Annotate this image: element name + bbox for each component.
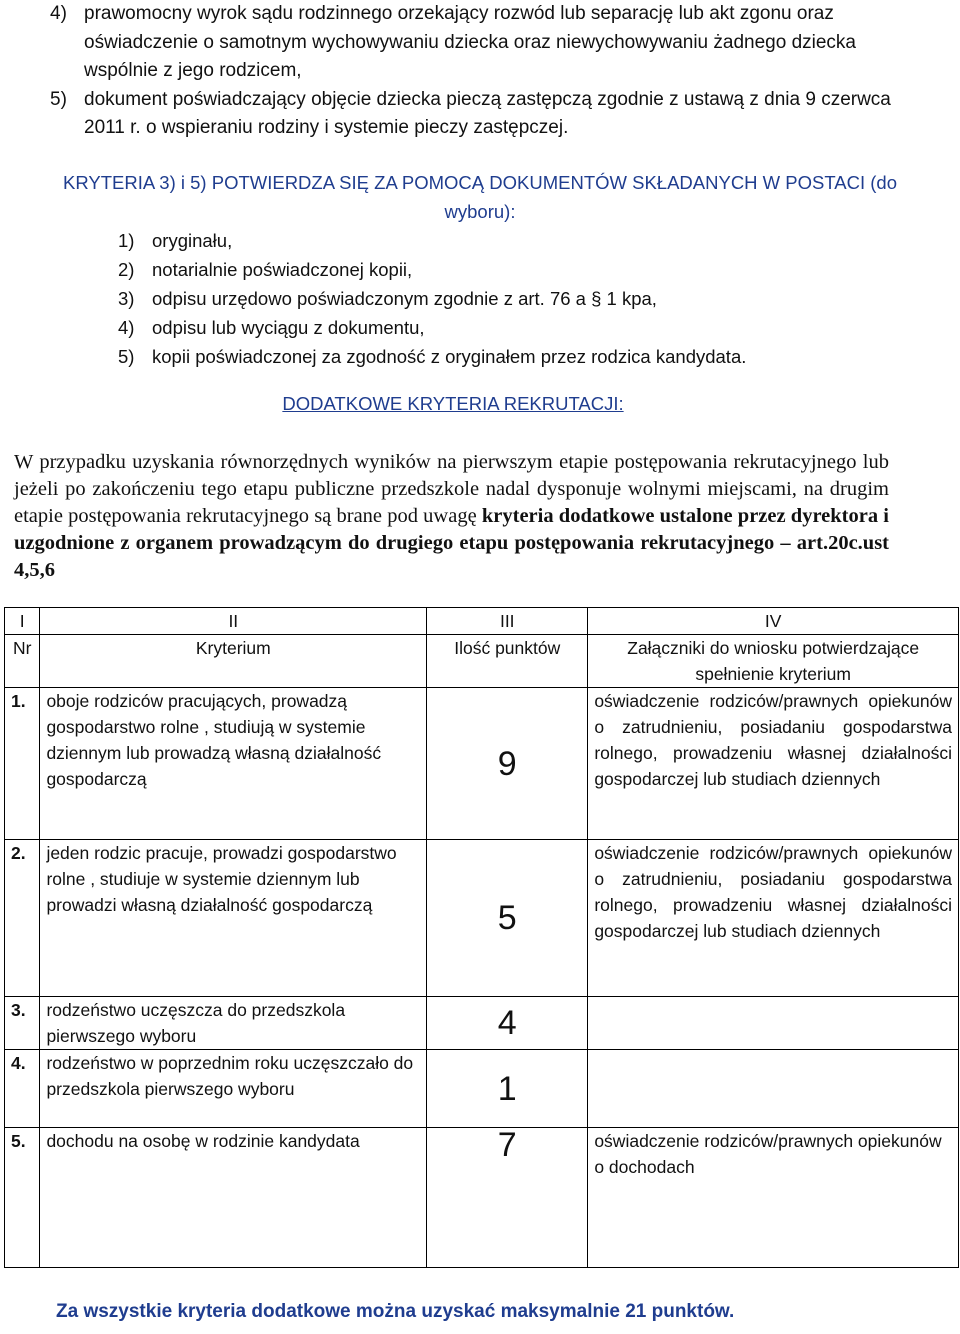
row-number: 1.	[5, 688, 40, 840]
column-header: Nr	[5, 635, 40, 688]
paragraph-bold-text: kryteria dodatkowe ustalone przez dyrektora i uzgodnione z organem prowadzącym do drugiego etapu postępowania rekrutacyjnego – art.20c.ust 4,5,6	[14, 505, 889, 581]
column-number: IV	[588, 608, 959, 635]
kryteria-heading: KRYTERIA 3) i 5) POTWIERDZA SIĘ ZA POMOCĄ DOKUMENTÓW SKŁADANYCH W POSTACI (do wyboru):	[63, 172, 897, 222]
column-number: I	[5, 608, 40, 635]
list-item-text: odpisu urzędowo poświadczonym zgodnie z art. 76 a § 1 kpa,	[152, 288, 657, 309]
list-item	[50, 0, 910, 86]
criteria-table	[4, 607, 959, 1268]
criterion-text: dochodu na osobę w rodzinie kandydata	[40, 1128, 427, 1268]
points-value: 9	[427, 688, 588, 840]
attachments-text: oświadczenie rodziców/prawnych opiekunów o dochodach	[588, 1128, 959, 1268]
column-number: II	[40, 608, 427, 635]
attachments-text	[588, 997, 959, 1050]
points-value: 7	[427, 1128, 588, 1268]
table-row	[5, 997, 959, 1050]
attachments-text: oświadczenie rodziców/prawnych opiekunów o zatrudnieniu, posiadaniu gospodarstwa rolnego, prowadzeniu własnej działalności gospodarczej lub studiach dziennych	[588, 688, 959, 840]
list-item-text: oryginału,	[152, 230, 233, 251]
list-item-number: 1)	[118, 230, 135, 251]
list-item	[50, 86, 910, 143]
points-value: 5	[427, 840, 588, 997]
table-row	[5, 1050, 959, 1128]
top-list	[50, 0, 910, 143]
footer-note: Za wszystkie kryteria dodatkowe można uzyskać maksymalnie 21 punktów.	[56, 1301, 735, 1322]
list-item	[118, 284, 918, 313]
list-item-number: 5)	[50, 88, 67, 110]
list-item	[118, 313, 918, 342]
table-row	[5, 688, 959, 840]
row-number: 2.	[5, 840, 40, 997]
attachments-text	[588, 1050, 959, 1128]
row-number: 5.	[5, 1128, 40, 1268]
list-item-number: 4)	[118, 317, 135, 338]
attachments-text: oświadczenie rodziców/prawnych opiekunów o zatrudnieniu, posiadaniu gospodarstwa rolnego, prowadzeniu własnej działalności gospodarczej lub studiach dziennych	[588, 840, 959, 997]
list-item-number: 2)	[118, 259, 135, 280]
column-number: III	[427, 608, 588, 635]
document-forms-list	[118, 226, 918, 371]
list-item-text: dokument poświadczający objęcie dziecka pieczą zastępczą zgodnie z ustawą z dnia 9 czerwca 2011 r. o wspieraniu rodziny i systemie pieczy zastępczej.	[84, 88, 891, 138]
criterion-text: rodzeństwo w poprzednim roku uczęszczało do przedszkola pierwszego wyboru	[40, 1050, 427, 1128]
row-number: 4.	[5, 1050, 40, 1128]
column-header: Kryterium	[40, 635, 427, 688]
list-item-number: 5)	[118, 346, 135, 367]
points-value: 1	[427, 1050, 588, 1128]
roman-header-row	[5, 608, 959, 635]
list-item	[118, 255, 918, 284]
header-row	[5, 635, 959, 688]
dodatkowe-kryteria-heading: DODATKOWE KRYTERIA REKRUTACJI:	[282, 393, 624, 414]
column-header: Załączniki do wniosku potwierdzające spełnienie kryterium	[588, 635, 959, 688]
list-item-number: 3)	[118, 288, 135, 309]
list-item-text: prawomocny wyrok sądu rodzinnego orzekający rozwód lub separację lub akt zgonu oraz oświadczenie o samotnym wychowywaniu dziecka oraz niewychowywaniu żadnego dziecka wspólnie z jego rodzicem,	[84, 3, 856, 81]
list-item-text: kopii poświadczonej za zgodność z oryginałem przez rodzica kandydata.	[152, 346, 747, 367]
list-item	[118, 226, 918, 255]
table-row	[5, 840, 959, 997]
list-item-text: notarialnie poświadczonej kopii,	[152, 259, 413, 280]
column-header: Ilość punktów	[427, 635, 588, 688]
criterion-text: jeden rodzic pracuje, prowadzi gospodarstwo rolne , studiuje w systemie dziennym lub prowadzi własną działalność gospodarczą	[40, 840, 427, 997]
table-row	[5, 1128, 959, 1268]
criteria-paragraph	[14, 449, 889, 584]
row-number: 3.	[5, 997, 40, 1050]
list-item-text: odpisu lub wyciągu z dokumentu,	[152, 317, 425, 338]
list-item-number: 4)	[50, 3, 67, 24]
paragraph-text: W przypadku uzyskania równorzędnych wyników na pierwszym etapie postępowania rekrutacyjnego lub jeżeli po zakończeniu tego etapu publiczne przedszkole nadal dysponuje wolnymi miejscami, na drugim etapie postępowania rekrutacyjnego są brane pod uwagę	[14, 451, 889, 527]
list-item	[118, 342, 918, 371]
criterion-text: oboje rodziców pracujących, prowadzą gospodarstwo rolne , studiują w systemie dziennym lub prowadzą własną działalność gospodarczą	[40, 688, 427, 840]
points-value: 4	[427, 997, 588, 1050]
criterion-text: rodzeństwo uczęszcza do przedszkola pierwszego wyboru	[40, 997, 427, 1050]
